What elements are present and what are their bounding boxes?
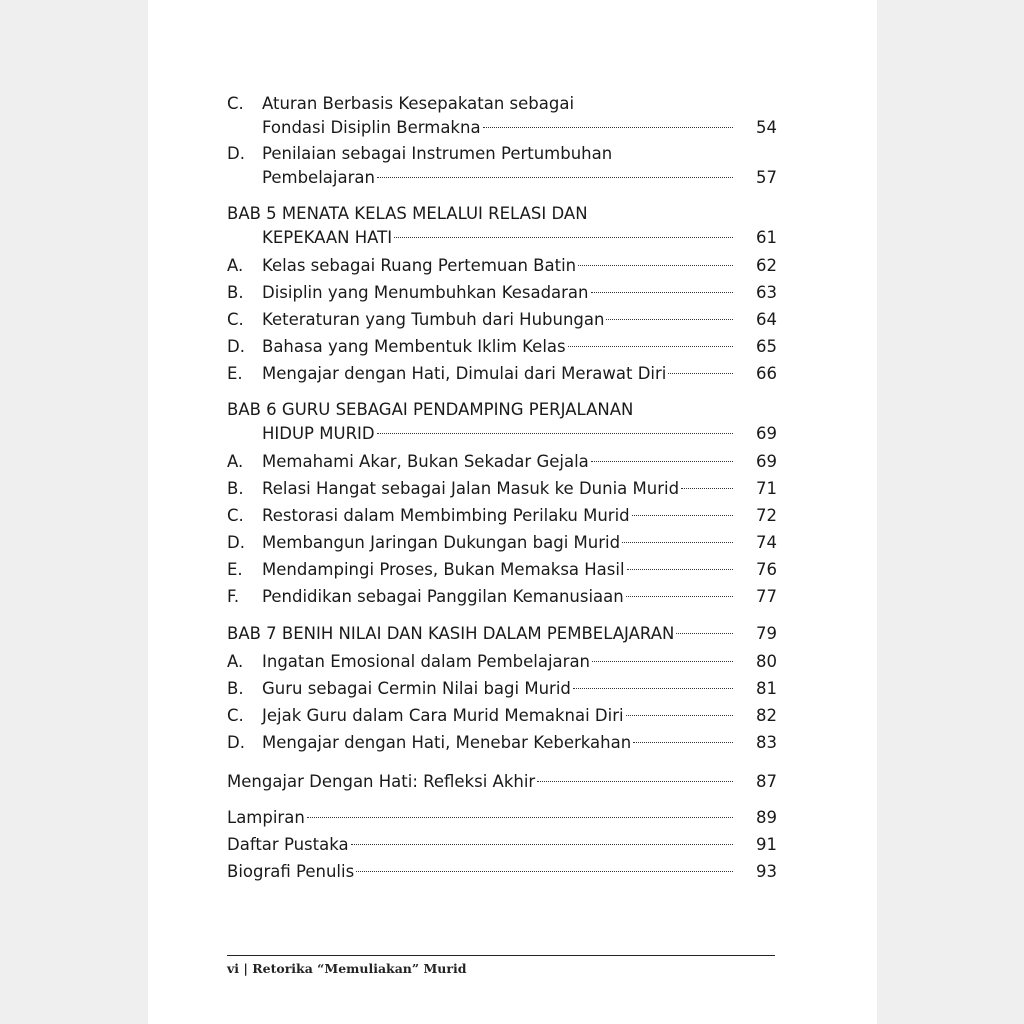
toc-entry-title: Jejak Guru dalam Cara Murid Memaknai Diri (262, 706, 624, 725)
toc-page-number: 69 (756, 452, 777, 471)
toc-page-number: 66 (756, 364, 777, 383)
toc-page-number: 79 (756, 624, 777, 643)
toc-entry (227, 770, 777, 794)
toc-entry (227, 166, 777, 190)
toc-entry (227, 860, 777, 884)
toc-entry-title: Memahami Akar, Bukan Sekadar Gejala (262, 452, 589, 471)
toc-entry-letter: F. (227, 587, 240, 606)
toc-entry (227, 731, 777, 755)
toc-entry-letter: A. (227, 652, 244, 671)
toc-entry (227, 116, 777, 140)
toc-dot-leader (668, 373, 733, 374)
toc-entry (227, 504, 777, 528)
toc-dot-leader (307, 817, 733, 818)
toc-dot-leader (394, 237, 733, 238)
toc-dot-leader (627, 569, 733, 570)
toc-entry-title: Lampiran (227, 808, 305, 827)
toc-entry-title: Kelas sebagai Ruang Pertemuan Batin (262, 256, 577, 275)
toc-entry-letter: D. (227, 337, 245, 356)
toc-entry-title: Restorasi dalam Membimbing Perilaku Murid (262, 506, 630, 525)
toc-entry-title: Mengajar dengan Hati, Menebar Keberkahan (262, 733, 632, 752)
toc-entry-title: BAB 7 BENIH NILAI DAN KASIH DALAM PEMBELAJARAN (227, 624, 675, 643)
toc-entry-first-line (227, 92, 777, 116)
toc-dot-leader (356, 871, 733, 872)
toc-entry (227, 806, 777, 830)
toc-entry (227, 558, 777, 582)
toc-entry-title: Pendidikan sebagai Panggilan Kemanusiaan (262, 587, 624, 606)
footer-rule (227, 955, 775, 956)
toc-entry-title: HIDUP MURID (262, 424, 375, 443)
toc-entry-title: Mengajar dengan Hati, Dimulai dari Merawat Diri (262, 364, 667, 383)
toc-page-number: 80 (756, 652, 777, 671)
toc-entry-title: Keteraturan yang Tumbuh dari Hubungan (262, 310, 605, 329)
toc-dot-leader (573, 688, 733, 689)
toc-entry (227, 308, 777, 332)
toc-entry-title: Biografi Penulis (227, 862, 355, 881)
toc-entry (227, 362, 777, 386)
toc-entry-title: KEPEKAAN HATI (262, 228, 393, 247)
toc-page-number: 57 (756, 168, 777, 187)
toc-page-number: 77 (756, 587, 777, 606)
toc-page-number: 91 (756, 835, 777, 854)
toc-entry-letter: C. (227, 94, 244, 113)
toc-page-number: 71 (756, 479, 777, 498)
toc-page-number: 72 (756, 506, 777, 525)
toc-entry-title: Bahasa yang Membentuk Iklim Kelas (262, 337, 566, 356)
toc-entry-title-line1: Penilaian sebagai Instrumen Pertumbuhan (262, 144, 613, 163)
toc-dot-leader (377, 433, 733, 434)
page-footer: vi | Retorika “Memuliakan” Murid (227, 961, 467, 976)
toc-entry (227, 531, 777, 555)
toc-entry (227, 422, 777, 446)
toc-dot-leader (681, 488, 733, 489)
toc-dot-leader (622, 542, 733, 543)
toc-entry-letter: B. (227, 679, 244, 698)
toc-entry-letter: C. (227, 706, 244, 725)
toc-page-number: 64 (756, 310, 777, 329)
toc-dot-leader (591, 461, 733, 462)
toc-dot-leader (483, 127, 733, 128)
toc-entry (227, 622, 777, 646)
toc-entry-first-line (227, 398, 777, 422)
toc-entry-title: Membangun Jaringan Dukungan bagi Murid (262, 533, 621, 552)
toc-entry-letter: A. (227, 256, 244, 275)
toc-page-number: 54 (756, 118, 777, 137)
toc-entry-title: Mendampingi Proses, Bukan Memaksa Hasil (262, 560, 625, 579)
toc-page-number: 93 (756, 862, 777, 881)
toc-dot-leader (606, 319, 733, 320)
toc-dot-leader (578, 265, 733, 266)
toc-entry (227, 585, 777, 609)
toc-page-number: 87 (756, 772, 777, 791)
toc-page-number: 76 (756, 560, 777, 579)
toc-entry-title: Disiplin yang Menumbuhkan Kesadaran (262, 283, 589, 302)
toc-page-number: 63 (756, 283, 777, 302)
toc-dot-leader (377, 177, 733, 178)
toc-entry-letter: D. (227, 733, 245, 752)
toc-dot-leader (537, 781, 733, 782)
toc-page-number: 89 (756, 808, 777, 827)
toc-entry-first-line (227, 202, 777, 226)
toc-dot-leader (592, 661, 733, 662)
toc-entry-title: Relasi Hangat sebagai Jalan Masuk ke Dunia Murid (262, 479, 680, 498)
toc-entry (227, 650, 777, 674)
toc-entry-letter: E. (227, 364, 243, 383)
toc-entry (227, 226, 777, 250)
toc-entry (227, 677, 777, 701)
toc-dot-leader (632, 515, 733, 516)
toc-dot-leader (626, 715, 733, 716)
toc-entry-title: Ingatan Emosional dalam Pembelajaran (262, 652, 591, 671)
toc-entry-first-line (227, 142, 777, 166)
toc-entry-letter: C. (227, 310, 244, 329)
toc-entry-title: Guru sebagai Cermin Nilai bagi Murid (262, 679, 571, 698)
toc-page-number: 83 (756, 733, 777, 752)
toc-entry-title: Daftar Pustaka (227, 835, 349, 854)
toc-dot-leader (591, 292, 733, 293)
toc-entry-title-line1: Aturan Berbasis Kesepakatan sebagai (262, 94, 575, 113)
toc-entry-title-line1: BAB 6 GURU SEBAGAI PENDAMPING PERJALANAN (227, 400, 634, 419)
toc-entry (227, 833, 777, 857)
toc-page-number: 82 (756, 706, 777, 725)
toc-page-number: 69 (756, 424, 777, 443)
toc-entry (227, 450, 777, 474)
toc-entry-title-line1: BAB 5 MENATA KELAS MELALUI RELASI DAN (227, 204, 588, 223)
toc-page-number: 81 (756, 679, 777, 698)
toc-dot-leader (351, 844, 733, 845)
toc-entry (227, 477, 777, 501)
toc-entry (227, 281, 777, 305)
toc-entry-letter: A. (227, 452, 244, 471)
toc-entry-title: Fondasi Disiplin Bermakna (262, 118, 481, 137)
toc-dot-leader (633, 742, 733, 743)
toc-dot-leader (676, 633, 733, 634)
toc-entry (227, 254, 777, 278)
toc-dot-leader (568, 346, 733, 347)
toc-page-number: 62 (756, 256, 777, 275)
toc-entry-letter: B. (227, 479, 244, 498)
toc-page-number: 74 (756, 533, 777, 552)
toc-entry-title: Mengajar Dengan Hati: Refleksi Akhir (227, 772, 536, 791)
toc-dot-leader (626, 596, 733, 597)
toc-entry-letter: D. (227, 533, 245, 552)
toc-entry (227, 335, 777, 359)
toc-page-number: 65 (756, 337, 777, 356)
toc-entry-letter: B. (227, 283, 244, 302)
toc-entry-letter: C. (227, 506, 244, 525)
toc-entry-title: Pembelajaran (262, 168, 375, 187)
toc-entry-letter: E. (227, 560, 243, 579)
toc-entry (227, 704, 777, 728)
toc-entry-letter: D. (227, 144, 245, 163)
toc-page-number: 61 (756, 228, 777, 247)
